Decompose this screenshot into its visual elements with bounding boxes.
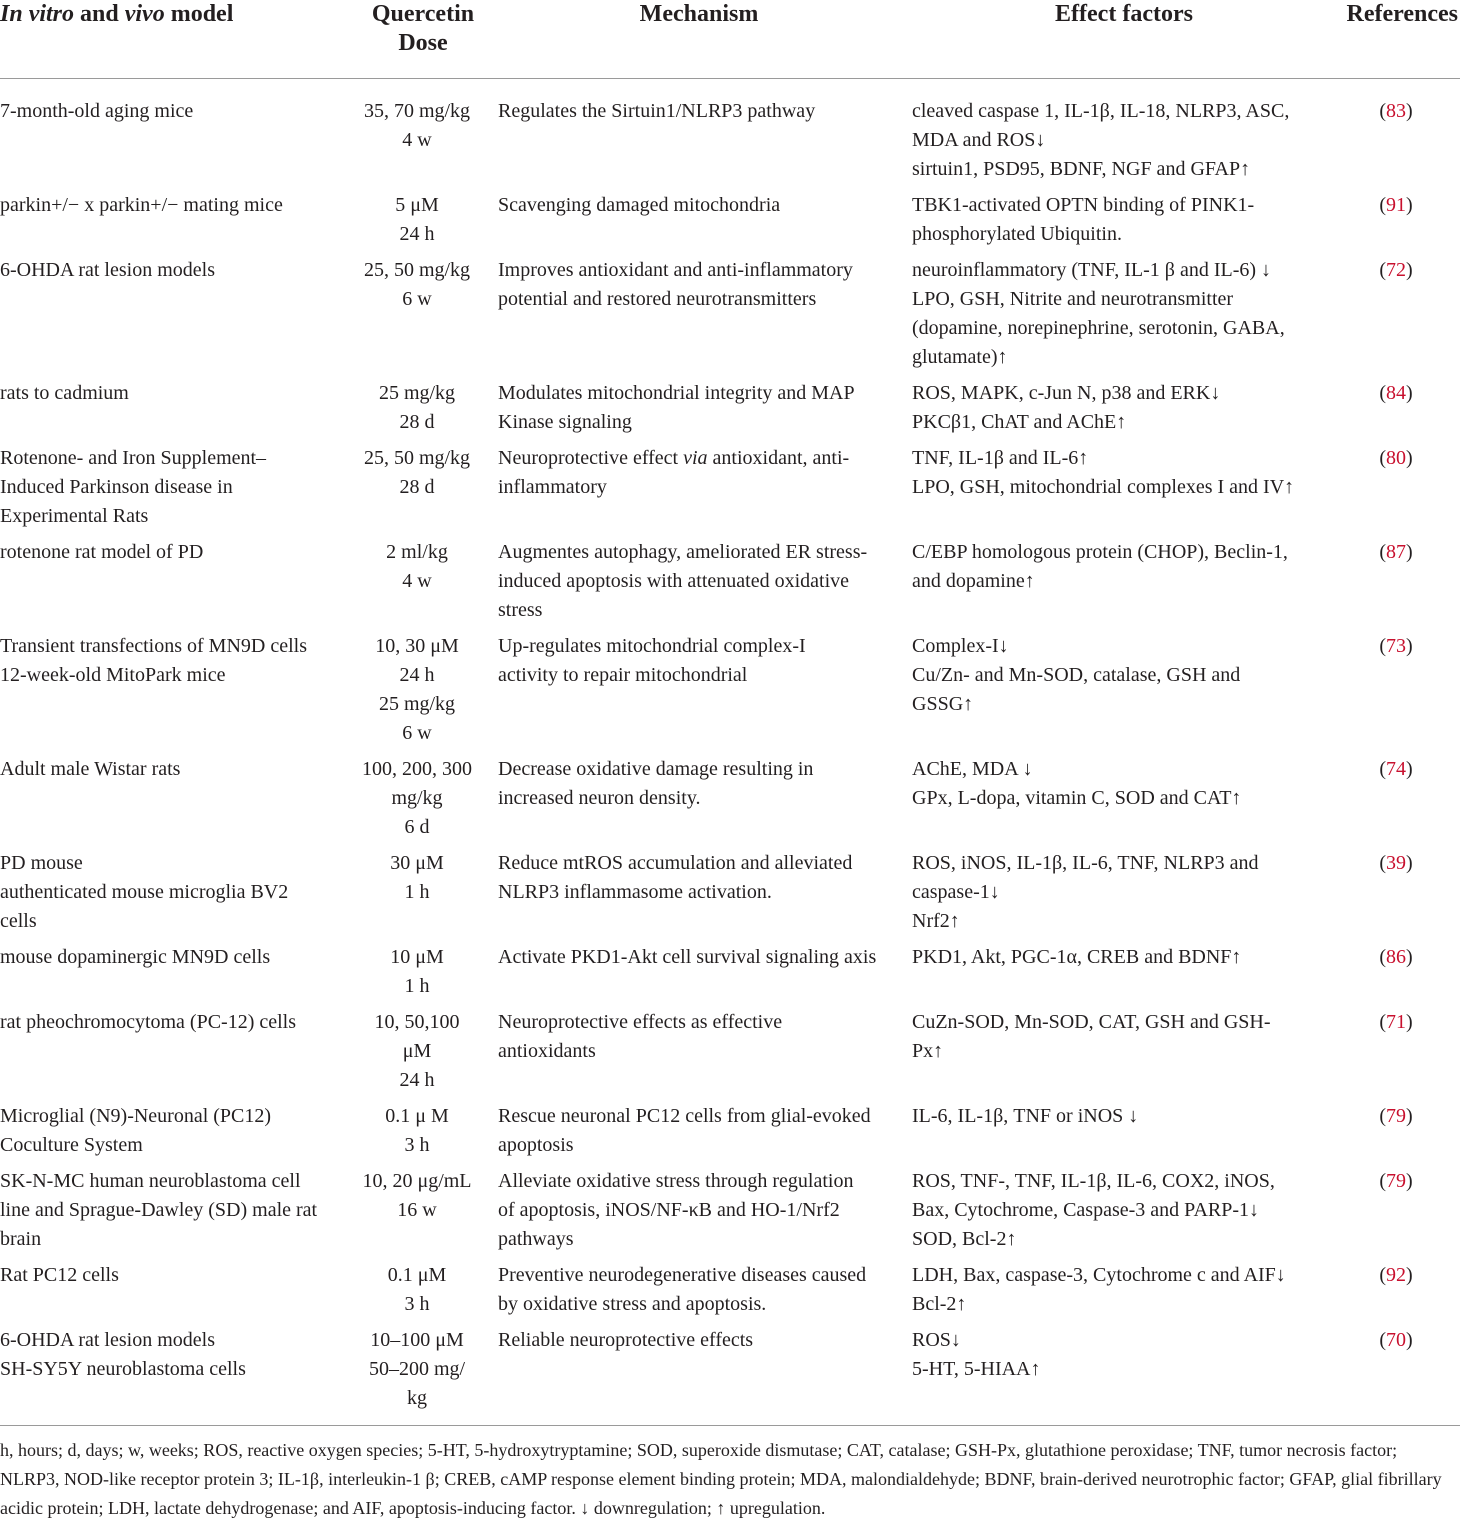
reference-cell: (73) — [1379, 635, 1413, 657]
mechanism-cell-line: Modulates mitochondrial integrity and MAP — [498, 382, 855, 404]
mechanism-cell — [490, 632, 908, 755]
model-cell-line: SK-N-MC human neuroblastoma cell — [0, 1170, 301, 1192]
reference-link[interactable]: 70 — [1386, 1329, 1406, 1351]
mechanism-cell-line: by oxidative stress and apoptosis. — [498, 1293, 767, 1315]
effect-cell — [908, 849, 1340, 943]
mechanism-cell — [490, 256, 908, 379]
reference-link[interactable]: 71 — [1386, 1011, 1406, 1033]
dose-cell — [356, 1261, 490, 1326]
mechanism-cell-line: Augmentes autophagy, ameliorated ER stress- — [498, 541, 868, 563]
reference-link[interactable]: 72 — [1386, 259, 1406, 281]
reference-cell: (79) — [1379, 1170, 1413, 1192]
mechanism-cell-line: Decrease oxidative damage resulting in — [498, 758, 814, 780]
dose-cell — [356, 444, 490, 538]
table-row — [0, 191, 1460, 256]
model-cell-line: Rat PC12 cells — [0, 1264, 119, 1286]
reference-link[interactable]: 83 — [1386, 100, 1406, 122]
dose-cell — [356, 755, 490, 849]
effect-cell-line: glutamate)↑ — [912, 346, 1008, 368]
table-row — [0, 444, 1460, 538]
effect-cell-line: Bcl-2↑ — [912, 1293, 967, 1315]
model-cell-line: 6-OHDA rat lesion models — [0, 1329, 215, 1351]
model-cell — [0, 632, 356, 755]
effect-cell-line: phosphorylated Ubiquitin. — [912, 223, 1122, 245]
reference-cell: (84) — [1379, 382, 1413, 404]
mechanism-cell — [490, 1102, 908, 1167]
dose-cell-line: 3 h — [404, 1134, 430, 1156]
model-cell-line: Experimental Rats — [0, 505, 149, 527]
mechanism-cell-line: activity to repair mitochondrial — [498, 664, 748, 686]
effect-cell-line: TNF, IL-1β and IL-6↑ — [912, 447, 1089, 469]
model-cell — [0, 191, 356, 256]
mechanism-cell — [490, 755, 908, 849]
mechanism-cell-line: Regulates the Sirtuin1/NLRP3 pathway — [498, 100, 816, 122]
effect-cell-line: Cu/Zn- and Mn-SOD, catalase, GSH and — [912, 664, 1241, 686]
dose-cell-line: 35, 70 mg/kg — [363, 100, 471, 122]
effect-cell-line: ROS↓ — [912, 1329, 961, 1351]
effect-cell-line: neuroinflammatory (TNF, IL-1 β and IL-6) ↓ — [912, 259, 1272, 281]
effect-cell-line: 5-HT, 5-HIAA↑ — [912, 1358, 1041, 1380]
model-cell-line: 7-month-old aging mice — [0, 100, 194, 122]
model-cell-line: authenticated mouse microglia BV2 — [0, 881, 289, 903]
mechanism-cell-line: potential and restored neurotransmitters — [498, 288, 817, 310]
header-model: In vitro and vivo model — [0, 0, 356, 79]
dose-cell-line: 10, 30 μM — [375, 635, 459, 657]
dose-cell-line: 24 h — [399, 223, 435, 245]
header-dose: Quercetin Dose — [356, 0, 490, 79]
mechanism-cell-line: Neuroprotective effect via antioxidant, anti- — [498, 447, 850, 469]
effect-cell — [908, 444, 1340, 538]
dose-cell-line: 10, 50,100 — [374, 1011, 460, 1033]
dose-cell — [356, 538, 490, 632]
dose-cell-line: 100, 200, 300 — [362, 758, 472, 780]
effect-cell-line: SOD, Bcl-2↑ — [912, 1228, 1017, 1250]
effect-cell-line: Bax, Cytochrome, Caspase-3 and PARP-1↓ — [912, 1199, 1260, 1221]
reference-cell: (71) — [1379, 1011, 1413, 1033]
mechanism-cell — [490, 1326, 908, 1425]
reference-link[interactable]: 39 — [1386, 852, 1406, 874]
effect-cell-line: PKD1, Akt, PGC-1α, CREB and BDNF↑ — [912, 946, 1242, 968]
dose-cell-line: 3 h — [404, 1293, 430, 1315]
dose-cell-line: mg/kg — [391, 787, 443, 809]
reference-cell: (79) — [1379, 1105, 1413, 1127]
reference-cell: (70) — [1379, 1329, 1413, 1351]
effect-cell-line: Px↑ — [912, 1040, 944, 1062]
table-row — [0, 79, 1460, 192]
mechanism-cell-line: Scavenging damaged mitochondria — [498, 194, 781, 216]
table-row — [0, 943, 1460, 1008]
dose-cell-line: 0.1 μM — [387, 1264, 447, 1286]
effect-cell-line: PKCβ1, ChAT and AChE↑ — [912, 411, 1127, 433]
effect-cell — [908, 1326, 1340, 1425]
reference-cell: (39) — [1379, 852, 1413, 874]
dose-cell-line: kg — [407, 1387, 427, 1409]
reference-link[interactable]: 80 — [1386, 447, 1406, 469]
model-cell-line: parkin+/− x parkin+/− mating mice — [0, 194, 283, 216]
model-cell — [0, 256, 356, 379]
dose-cell-line: 10–100 μM — [370, 1329, 464, 1351]
table-row — [0, 1167, 1460, 1261]
effect-cell — [908, 191, 1340, 256]
model-cell-line: SH-SY5Y neuroblastoma cells — [0, 1358, 246, 1380]
dose-cell-line: 28 d — [399, 476, 435, 498]
dose-cell — [356, 1326, 490, 1425]
reference-link[interactable]: 92 — [1386, 1264, 1406, 1286]
reference-cell: (87) — [1379, 541, 1413, 563]
dose-cell-line: 2 ml/kg — [386, 541, 448, 563]
effect-cell — [908, 538, 1340, 632]
effect-cell-line: Complex-I↓ — [912, 635, 1009, 657]
mechanism-cell-line: Alleviate oxidative stress through regulation — [498, 1170, 854, 1192]
reference-link[interactable]: 84 — [1386, 382, 1406, 404]
dose-cell-line: 25 mg/kg — [378, 693, 456, 715]
dose-cell — [356, 1008, 490, 1102]
effect-cell-line: GPx, L-dopa, vitamin C, SOD and CAT↑ — [912, 787, 1242, 809]
table-row — [0, 632, 1460, 755]
reference-link[interactable]: 87 — [1386, 541, 1406, 563]
model-cell-line: Microglial (N9)-Neuronal (PC12) — [0, 1105, 272, 1127]
reference-cell: (91) — [1379, 194, 1413, 216]
dose-cell — [356, 1167, 490, 1261]
effect-cell-line: (dopamine, norepinephrine, serotonin, GABA, — [912, 317, 1285, 339]
effect-cell-line: CuZn-SOD, Mn-SOD, CAT, GSH and GSH- — [912, 1011, 1271, 1033]
dose-cell — [356, 256, 490, 379]
dose-cell-line: 30 μM — [390, 852, 444, 874]
effect-cell — [908, 943, 1340, 1008]
effect-cell-line: ROS, TNF-, TNF, IL-1β, IL-6, COX2, iNOS, — [912, 1170, 1275, 1192]
model-cell-line: cells — [0, 910, 37, 932]
dose-cell-line: 1 h — [404, 975, 430, 997]
mechanism-cell — [490, 1008, 908, 1102]
model-cell — [0, 1008, 356, 1102]
model-cell-line: brain — [0, 1228, 42, 1250]
effect-cell-line: AChE, MDA ↓ — [912, 758, 1033, 780]
dose-cell — [356, 379, 490, 444]
model-cell-line: rotenone rat model of PD — [0, 541, 204, 563]
model-cell — [0, 379, 356, 444]
table-body — [0, 79, 1460, 1426]
dose-cell-line: 28 d — [399, 411, 435, 433]
effect-cell-line: LPO, GSH, mitochondrial complexes I and IV↑ — [912, 476, 1295, 498]
model-cell-line: PD mouse — [0, 852, 83, 874]
mechanism-cell-line: Kinase signaling — [498, 411, 632, 433]
mechanism-cell — [490, 379, 908, 444]
reference-link[interactable]: 79 — [1386, 1170, 1406, 1192]
mechanism-cell-line: Up-regulates mitochondrial complex-I — [498, 635, 806, 657]
mechanism-cell-line: Activate PKD1-Akt cell survival signaling axis — [498, 946, 877, 968]
table-row — [0, 1008, 1460, 1102]
model-cell — [0, 444, 356, 538]
dose-cell — [356, 79, 490, 192]
mechanism-cell-line: pathways — [498, 1228, 574, 1250]
table-footnote: h, hours; d, days; w, weeks; ROS, reactive oxygen species; 5-HT, 5-hydroxytryptamine; SOD, superoxide dismutase; CAT, catalase; GSH-Px, glutathione peroxidase; TNF, tumor necrosis factor; NLRP3, NOD-like receptor protein 3; IL-1β, interleukin-1 β; CREB, cAMP response element binding protein; MDA, malondialdehyde; BDNF, brain-derived neurotrophic factor; GFAP, glial fibrillary acidic protein; LDH, lactate dehydrogenase; and AIF, apoptosis-inducing factor. ↓ downregulation; ↑ upregulation. — [0, 1425, 1460, 1523]
dose-cell-line: μM — [402, 1040, 432, 1062]
dose-cell-line: 16 w — [397, 1199, 437, 1221]
model-cell — [0, 943, 356, 1008]
reference-link[interactable]: 86 — [1386, 946, 1406, 968]
effect-cell-line: cleaved caspase 1, IL-1β, IL-18, NLRP3, ASC, — [912, 100, 1290, 122]
effect-cell-line: C/EBP homologous protein (CHOP), Beclin-1, — [912, 541, 1288, 563]
reference-link[interactable]: 91 — [1386, 194, 1406, 216]
dose-cell — [356, 849, 490, 943]
mechanism-cell — [490, 849, 908, 943]
effect-cell — [908, 1008, 1340, 1102]
effect-cell-line: MDA and ROS↓ — [912, 129, 1046, 151]
model-cell — [0, 1261, 356, 1326]
header-references: References — [1340, 0, 1460, 79]
table-row — [0, 538, 1460, 632]
mechanism-cell-line: Preventive neurodegenerative diseases caused — [498, 1264, 867, 1286]
effect-cell-line: ROS, iNOS, IL-1β, IL-6, TNF, NLRP3 and — [912, 852, 1259, 874]
model-cell-line: Rotenone- and Iron Supplement– — [0, 447, 267, 469]
dose-cell-line: 6 d — [404, 816, 430, 838]
dose-cell-line: 5 μM — [395, 194, 439, 216]
model-cell — [0, 1102, 356, 1167]
model-cell-line: line and Sprague-Dawley (SD) male rat — [0, 1199, 318, 1221]
mechanism-cell-line: Reliable neuroprotective effects — [498, 1329, 754, 1351]
effect-cell — [908, 1102, 1340, 1167]
effect-cell-line: IL-6, IL-1β, TNF or iNOS ↓ — [912, 1105, 1139, 1127]
model-cell-line: 12-week-old MitoPark mice — [0, 664, 226, 686]
reference-cell: (83) — [1379, 100, 1413, 122]
model-cell-line: rats to cadmium — [0, 382, 129, 404]
reference-link[interactable]: 74 — [1386, 758, 1406, 780]
mechanism-cell — [490, 191, 908, 256]
model-cell-line: mouse dopaminergic MN9D cells — [0, 946, 271, 968]
mechanism-cell-line: Reduce mtROS accumulation and alleviated — [498, 852, 853, 874]
reference-link[interactable]: 79 — [1386, 1105, 1406, 1127]
mechanism-cell-line: of apoptosis, iNOS/NF-κB and HO-1/Nrf2 — [498, 1199, 840, 1221]
mechanism-cell — [490, 444, 908, 538]
effect-cell-line: GSSG↑ — [912, 693, 974, 715]
mechanism-cell-line: antioxidants — [498, 1040, 596, 1062]
dose-cell-line: 4 w — [402, 129, 432, 151]
effect-cell-line: caspase-1↓ — [912, 881, 1000, 903]
model-cell — [0, 849, 356, 943]
effect-cell — [908, 632, 1340, 755]
header-mechanism: Mechanism — [490, 0, 908, 79]
effect-cell — [908, 379, 1340, 444]
table-row — [0, 1261, 1460, 1326]
mechanism-cell-line: apoptosis — [498, 1134, 574, 1156]
effect-cell-line: and dopamine↑ — [912, 570, 1035, 592]
model-cell — [0, 538, 356, 632]
mechanism-cell-line: stress — [498, 599, 543, 621]
dose-cell-line: 0.1 μ M — [385, 1105, 449, 1127]
effect-cell-line: TBK1-activated OPTN binding of PINK1- — [912, 194, 1255, 216]
effect-cell — [908, 79, 1340, 192]
dose-cell — [356, 632, 490, 755]
model-cell-line: 6-OHDA rat lesion models — [0, 259, 215, 281]
dose-cell-line: 25 mg/kg — [378, 382, 456, 404]
model-cell-line: Adult male Wistar rats — [0, 758, 181, 780]
mechanism-cell-line: inflammatory — [498, 476, 607, 498]
model-cell — [0, 1167, 356, 1261]
reference-cell: (92) — [1379, 1264, 1413, 1286]
mechanism-cell — [490, 1167, 908, 1261]
dose-cell-line: 6 w — [402, 288, 432, 310]
model-cell-line: rat pheochromocytoma (PC-12) cells — [0, 1011, 297, 1033]
model-cell — [0, 1326, 356, 1425]
effect-cell — [908, 256, 1340, 379]
mechanism-cell — [490, 79, 908, 192]
reference-cell: (86) — [1379, 946, 1413, 968]
mechanism-cell — [490, 1261, 908, 1326]
dose-cell-line: 10 μM — [390, 946, 444, 968]
effect-cell-line: ROS, MAPK, c-Jun N, p38 and ERK↓ — [912, 382, 1221, 404]
header-effect-factors: Effect factors — [908, 0, 1340, 79]
dose-cell-line: 10, 20 μg/mL — [362, 1170, 472, 1192]
effect-cell-line: sirtuin1, PSD95, BDNF, NGF and GFAP↑ — [912, 158, 1251, 180]
table-row — [0, 256, 1460, 379]
dose-cell — [356, 191, 490, 256]
mechanism-cell-line: induced apoptosis with attenuated oxidative — [498, 570, 850, 592]
mechanism-cell-line: NLRP3 inflammasome activation. — [498, 881, 772, 903]
dose-cell-line: 1 h — [404, 881, 430, 903]
dose-cell-line: 4 w — [402, 570, 432, 592]
model-cell-line: Coculture System — [0, 1134, 143, 1156]
table-header — [0, 0, 1460, 79]
dose-cell-line: 25, 50 mg/kg — [363, 259, 471, 281]
mechanism-cell — [490, 538, 908, 632]
dose-cell — [356, 943, 490, 1008]
effect-cell — [908, 1261, 1340, 1326]
reference-cell: (74) — [1379, 758, 1413, 780]
reference-cell: (72) — [1379, 259, 1413, 281]
reference-cell: (80) — [1379, 447, 1413, 469]
table-row — [0, 755, 1460, 849]
table-row — [0, 379, 1460, 444]
dose-cell-line: 24 h — [399, 664, 435, 686]
table-row — [0, 849, 1460, 943]
mechanism-cell-line: Improves antioxidant and anti-inflammatory — [498, 259, 853, 281]
mechanism-cell-line: increased neuron density. — [498, 787, 701, 809]
dose-cell-line: 50–200 mg/ — [368, 1358, 466, 1380]
effect-cell-line: LPO, GSH, Nitrite and neurotransmitter — [912, 288, 1234, 310]
model-cell — [0, 755, 356, 849]
table-row — [0, 1102, 1460, 1167]
effect-cell — [908, 755, 1340, 849]
model-cell-line: Transient transfections of MN9D cells — [0, 635, 307, 657]
dose-cell — [356, 1102, 490, 1167]
dose-cell-line: 24 h — [399, 1069, 435, 1091]
mechanism-cell-line: Neuroprotective effects as effective — [498, 1011, 783, 1033]
model-cell — [0, 79, 356, 192]
model-cell-line: Induced Parkinson disease in — [0, 476, 233, 498]
dose-cell-line: 6 w — [402, 722, 432, 744]
mechanism-cell-line: Rescue neuronal PC12 cells from glial-evoked — [498, 1105, 871, 1127]
effect-cell-line: LDH, Bax, caspase-3, Cytochrome c and AIF↓ — [912, 1264, 1286, 1286]
reference-link[interactable]: 73 — [1386, 635, 1406, 657]
dose-cell-line: 25, 50 mg/kg — [363, 447, 471, 469]
effect-cell-line: Nrf2↑ — [912, 910, 960, 932]
mechanism-cell — [490, 943, 908, 1008]
effect-cell — [908, 1167, 1340, 1261]
table-row — [0, 1326, 1460, 1425]
